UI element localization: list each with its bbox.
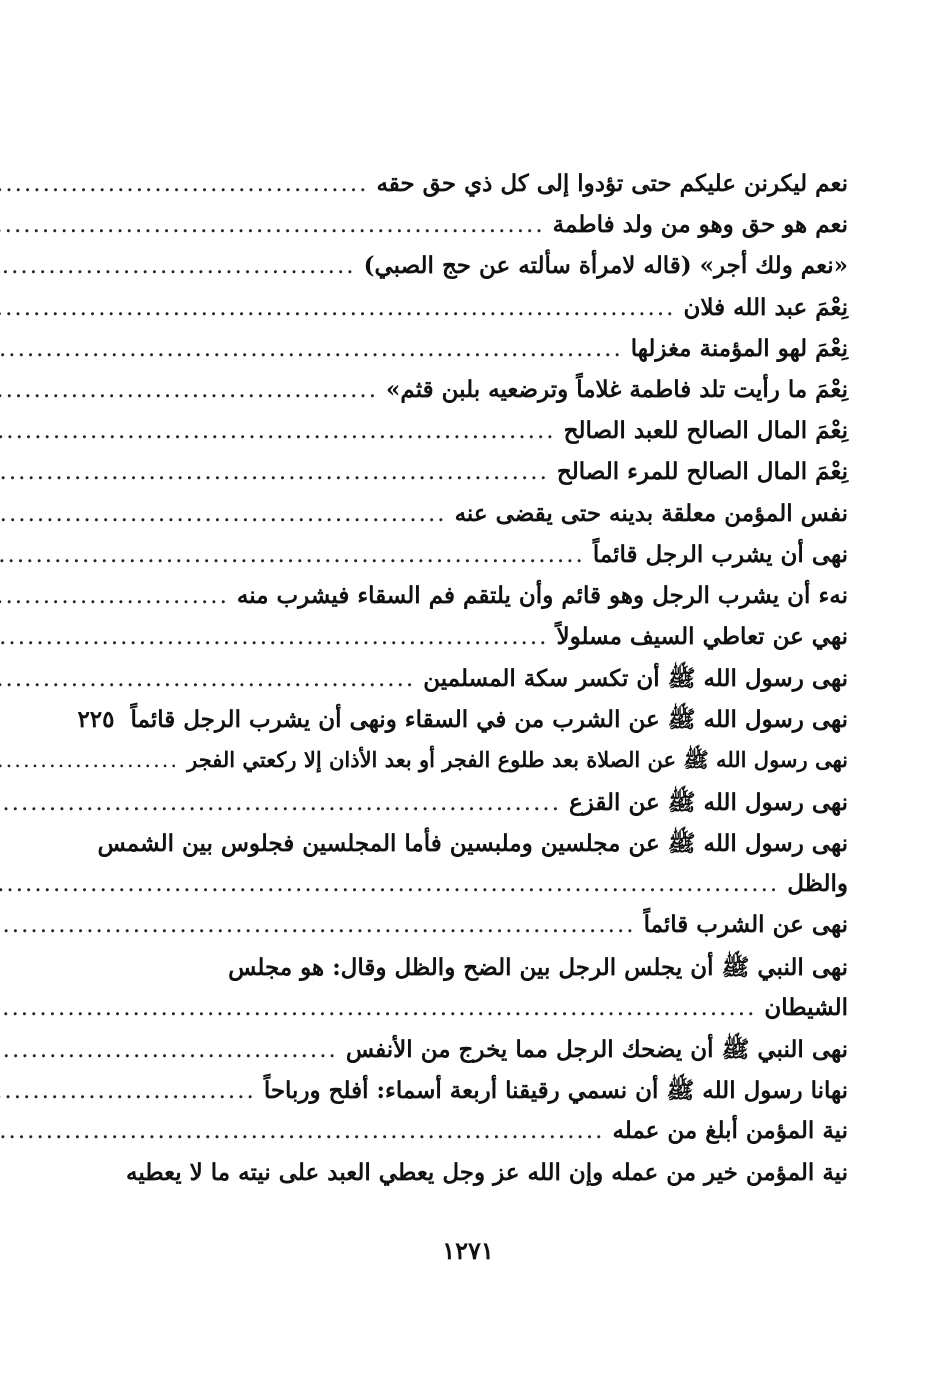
index-entry — [108, 582, 848, 623]
entry-text: نهي عن تعاطي السيف مسلولاً — [556, 623, 848, 651]
dot-leader — [0, 995, 756, 1021]
entry-pages: ٢٢٥ — [77, 706, 115, 734]
entry-text: نِعْمَ ما رأيت تلد فاطمة غلاماً وترضعيه بلبن قثم» — [386, 375, 848, 403]
entry-text: نهى النبي ﷺ أن يضحك الرجل مما يخرج من الأنفس — [345, 1035, 848, 1063]
dot-leader — [0, 624, 548, 650]
index-entry — [108, 747, 848, 788]
dot-leader — [0, 336, 623, 362]
index-entry — [108, 541, 848, 582]
index-entry — [108, 211, 848, 252]
entry-text: نهى رسول الله ﷺ عن الشرب من في السقاء ونهى أن يشرب الرجل قائماً — [130, 706, 848, 734]
entry-text: نعم ليكرنن عليكم حتى تؤدوا إلى كل ذي حق حقه — [376, 170, 848, 197]
entry-text: نهى النبي ﷺ أن يجلس الرجل بين الضح والظل وقال: هو مجلس — [228, 953, 848, 981]
index-entry-line — [108, 953, 848, 994]
dot-leader — [0, 459, 549, 485]
entry-text: نِعْمَ المال الصالح للمرء الصالح — [556, 458, 848, 486]
dot-leader — [0, 1118, 604, 1144]
index-entry — [108, 664, 848, 705]
index-entry-continuation — [108, 870, 848, 911]
dot-leader — [0, 583, 229, 609]
dot-leader — [0, 1078, 256, 1104]
dot-leader — [0, 871, 779, 897]
index-entry — [108, 417, 848, 458]
entry-text: نِعْمَ لهو المؤمنة مغزلها — [630, 334, 848, 362]
index-entry-continuation — [108, 994, 848, 1035]
index-entry — [108, 1035, 848, 1076]
index-entry — [108, 1076, 848, 1117]
index-entry — [108, 1117, 848, 1158]
entry-text: نية المؤمن خير من عمله وإن الله عز وجل يعطي العبد على نيته ما لا يعطيه — [126, 1158, 848, 1186]
entry-text: نهى رسول الله ﷺ أن تكسر سكة المسلمين — [423, 665, 848, 693]
index-entry — [108, 911, 848, 952]
entry-text: «نعم ولك أجر» (قاله لامرأة سألته عن حج الصبي) — [363, 252, 848, 280]
entry-text: نِعْمَ عبد الله فلان — [683, 293, 848, 321]
dot-leader — [0, 542, 585, 568]
index-list — [77, 170, 848, 1200]
page-number: ١٢٧١ — [442, 1236, 494, 1265]
index-entry-line — [97, 829, 848, 870]
dot-leader — [0, 1037, 338, 1063]
entry-text: نهانا رسول الله ﷺ أن نسمي رقيقنا أربعة أسماء: أفلح ورباحاً — [263, 1077, 848, 1105]
dot-leader — [0, 295, 675, 321]
entry-text: الشيطان — [764, 993, 848, 1021]
entry-text: نفس المؤمن معلقة بدينه حتى يقضى عنه — [454, 499, 848, 527]
dot-leader — [0, 501, 447, 527]
index-entry — [108, 500, 848, 541]
dot-leader — [0, 912, 636, 938]
entry-text: نهى عن الشرب قائماً — [643, 911, 848, 939]
entry-text: نهى رسول الله ﷺ عن القزع — [569, 788, 848, 816]
entry-text: نِعْمَ المال الصالح للعبد الصالح — [563, 417, 848, 445]
entry-text: نعم هو حق وهو من ولد فاطمة — [552, 211, 848, 239]
index-entry — [108, 458, 848, 499]
dot-leader — [0, 418, 556, 444]
dot-leader — [0, 253, 356, 279]
index-entry — [108, 788, 848, 829]
index-entry — [108, 294, 848, 335]
index-entry-line — [108, 1159, 848, 1200]
entry-text: نهى أن يشرب الرجل قائماً — [592, 540, 848, 568]
dot-leader — [0, 171, 368, 197]
index-entry — [108, 623, 848, 664]
index-entry — [108, 376, 848, 417]
dot-leader — [0, 748, 179, 772]
index-entry — [108, 335, 848, 376]
dot-leader — [0, 790, 561, 816]
index-entry — [77, 705, 848, 746]
dot-leader — [0, 212, 545, 238]
dot-leader — [0, 666, 415, 692]
entry-text: نهى رسول الله ﷺ عن الصلاة بعد طلوع الفجر أو بعد الأذان إلا ركعتي الفجر — [187, 746, 848, 772]
index-entry — [108, 170, 848, 211]
entry-text: نية المؤمن أبلغ من عمله — [612, 1117, 848, 1145]
index-entry — [108, 252, 848, 293]
entry-text: نهء أن يشرب الرجل وهو قائم وأن يلتقم فم السقاء فيشرب منه — [236, 581, 848, 609]
entry-text: نهى رسول الله ﷺ عن مجلسين وملبسين فأما المجلسين فجلوس بين الشمس — [97, 830, 848, 857]
dot-leader — [0, 377, 378, 403]
entry-text: والظل — [787, 870, 848, 898]
